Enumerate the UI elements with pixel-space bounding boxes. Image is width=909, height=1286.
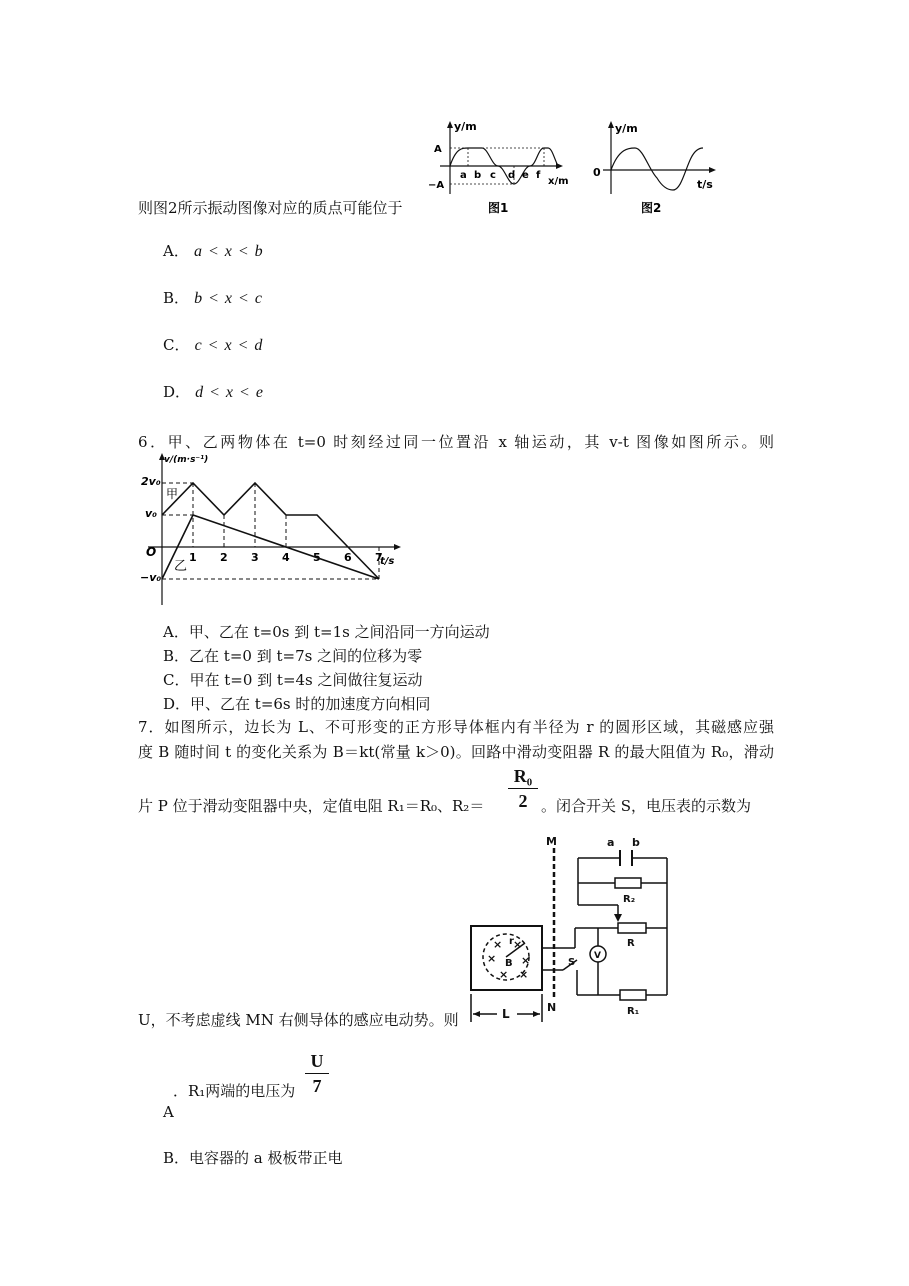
vt-x-tick-7: 7 bbox=[375, 551, 383, 564]
svg-text:×: × bbox=[493, 938, 503, 951]
vt-jia-label: 甲 bbox=[166, 487, 179, 501]
label-a: a bbox=[607, 836, 615, 849]
svg-text:×: × bbox=[499, 968, 509, 981]
vt-x-tick-2: 2 bbox=[220, 551, 228, 564]
vt-y-axis-label: v/(m·s⁻¹) bbox=[164, 455, 209, 465]
fig2-caption: 图2 bbox=[641, 201, 662, 215]
svg-text:×: × bbox=[519, 968, 529, 981]
fig1-point-f: f bbox=[536, 170, 541, 181]
q6-option-a: A．甲、乙在 t=0s 到 t=1s 之间沿同一方向运动 bbox=[163, 623, 490, 641]
vt-x-tick-3: 3 bbox=[251, 551, 259, 564]
option-letter: D． bbox=[163, 383, 191, 401]
vt-2v0-label: 2v₀ bbox=[141, 475, 161, 488]
svg-text:×: × bbox=[487, 952, 497, 965]
label-b-field: B bbox=[505, 958, 513, 969]
vt-x-tick-1: 1 bbox=[189, 551, 197, 564]
option-letter: B． bbox=[163, 289, 190, 307]
vt-graph bbox=[140, 450, 405, 610]
fig1-point-c: c bbox=[490, 170, 496, 181]
vt-series-jia bbox=[162, 483, 379, 579]
q5-lead: 则图2所示振动图像对应的质点可能位于 bbox=[138, 199, 403, 217]
vibration-figure-2 bbox=[585, 118, 725, 218]
option-expr: d < x < e bbox=[195, 384, 264, 401]
vt-x-tick-5: 5 bbox=[313, 551, 321, 564]
vt-v0-label: v₀ bbox=[145, 507, 157, 520]
q7-line1: 7．如图所示，边长为 L、不可形变的正方形导体框内有半径为 r 的圆形区域，其磁感应强 bbox=[138, 718, 774, 736]
fraction-numerator: U bbox=[310, 1051, 324, 1071]
option-expr: a < x < b bbox=[193, 243, 264, 260]
q5-option-b bbox=[163, 287, 263, 308]
q7-line3-right: 。闭合开关 S，电压表的示数为 bbox=[541, 797, 752, 815]
option-expr: b < x < c bbox=[194, 290, 263, 307]
q7-option-b: B．电容器的 a 极板带正电 bbox=[163, 1149, 343, 1167]
vt-x-tick-6: 6 bbox=[344, 551, 352, 564]
vt-x-tick-4: 4 bbox=[282, 551, 290, 564]
label-r-radius: r bbox=[509, 936, 514, 947]
label-v: V bbox=[594, 951, 601, 961]
fig1-x-label: x/m bbox=[548, 176, 569, 187]
q7-line3-left: 片 P 位于滑动变阻器中央，定值电阻 R₁＝R₀、R₂＝ bbox=[138, 797, 485, 815]
q6-option-c: C．甲在 t=0 到 t=4s 之间做往复运动 bbox=[163, 671, 423, 689]
svg-text:×: × bbox=[513, 938, 523, 951]
q7-option-a-text: ．R₁两端的电压为 bbox=[173, 1082, 296, 1100]
label-r: R bbox=[627, 938, 635, 949]
fraction-denominator: 2 bbox=[518, 791, 528, 811]
svg-text:×: × bbox=[521, 954, 531, 967]
vt-negv0-label: −v₀ bbox=[140, 571, 162, 584]
q6-stem: 6．甲、乙两物体在 t=0 时刻经过同一位置沿 x 轴运动，其 v-t 图像如图所示。则 bbox=[138, 433, 774, 451]
fraction-numerator: R₀ bbox=[513, 766, 533, 786]
fig2-t-label: t/s bbox=[697, 178, 713, 191]
fig1-a-label: A bbox=[434, 144, 442, 155]
fig2-y-label: y/m bbox=[615, 122, 638, 135]
label-r1: R₁ bbox=[627, 1006, 640, 1017]
fig1-point-d: d bbox=[508, 170, 516, 181]
label-s: S bbox=[568, 957, 576, 968]
q5-option-c bbox=[163, 334, 263, 355]
q6-option-d: D．甲、乙在 t=6s 时的加速度方向相同 bbox=[163, 695, 431, 713]
u-over-7-fraction bbox=[305, 1050, 329, 1097]
fig1-point-e: e bbox=[522, 170, 529, 181]
label-b: b bbox=[632, 836, 640, 849]
fraction-denominator: 7 bbox=[312, 1076, 322, 1096]
fig1-point-a: a bbox=[460, 170, 467, 181]
q6-option-b: B．乙在 t=0 到 t=7s 之间的位移为零 bbox=[163, 647, 423, 665]
fig1-nega-label: −A bbox=[428, 180, 445, 191]
wave-figure-1 bbox=[420, 118, 580, 218]
fig1-y-label: y/m bbox=[454, 120, 477, 133]
fig1-caption: 图1 bbox=[488, 201, 509, 215]
vt-origin-label: O bbox=[146, 545, 157, 559]
q5-option-a bbox=[163, 240, 264, 261]
label-r2: R₂ bbox=[623, 894, 636, 905]
circuit-diagram bbox=[465, 830, 690, 1025]
label-m: M bbox=[546, 835, 557, 848]
fig1-point-b: b bbox=[474, 170, 482, 181]
option-expr: c < x < d bbox=[194, 337, 264, 354]
q5-option-d bbox=[163, 381, 264, 402]
q7-line2: 度 B 随时间 t 的变化关系为 B＝kt(常量 k＞0)。回路中滑动变阻器 R 的最大阻值为 R₀，滑动 bbox=[138, 743, 774, 761]
option-letter: C． bbox=[163, 336, 190, 354]
fig2-origin: 0 bbox=[593, 166, 601, 179]
vt-yi-label: 乙 bbox=[174, 559, 188, 574]
label-n: N bbox=[547, 1001, 557, 1014]
r0-over-2-fraction bbox=[508, 765, 538, 812]
q7-option-a-letter: A bbox=[163, 1103, 174, 1121]
label-l: L bbox=[502, 1007, 510, 1021]
vt-x-axis-label: t/s bbox=[380, 556, 395, 567]
option-letter: A． bbox=[163, 242, 189, 260]
q7-line4: U，不考虑虚线 MN 右侧导体的感应电动势。则 bbox=[138, 1011, 459, 1029]
